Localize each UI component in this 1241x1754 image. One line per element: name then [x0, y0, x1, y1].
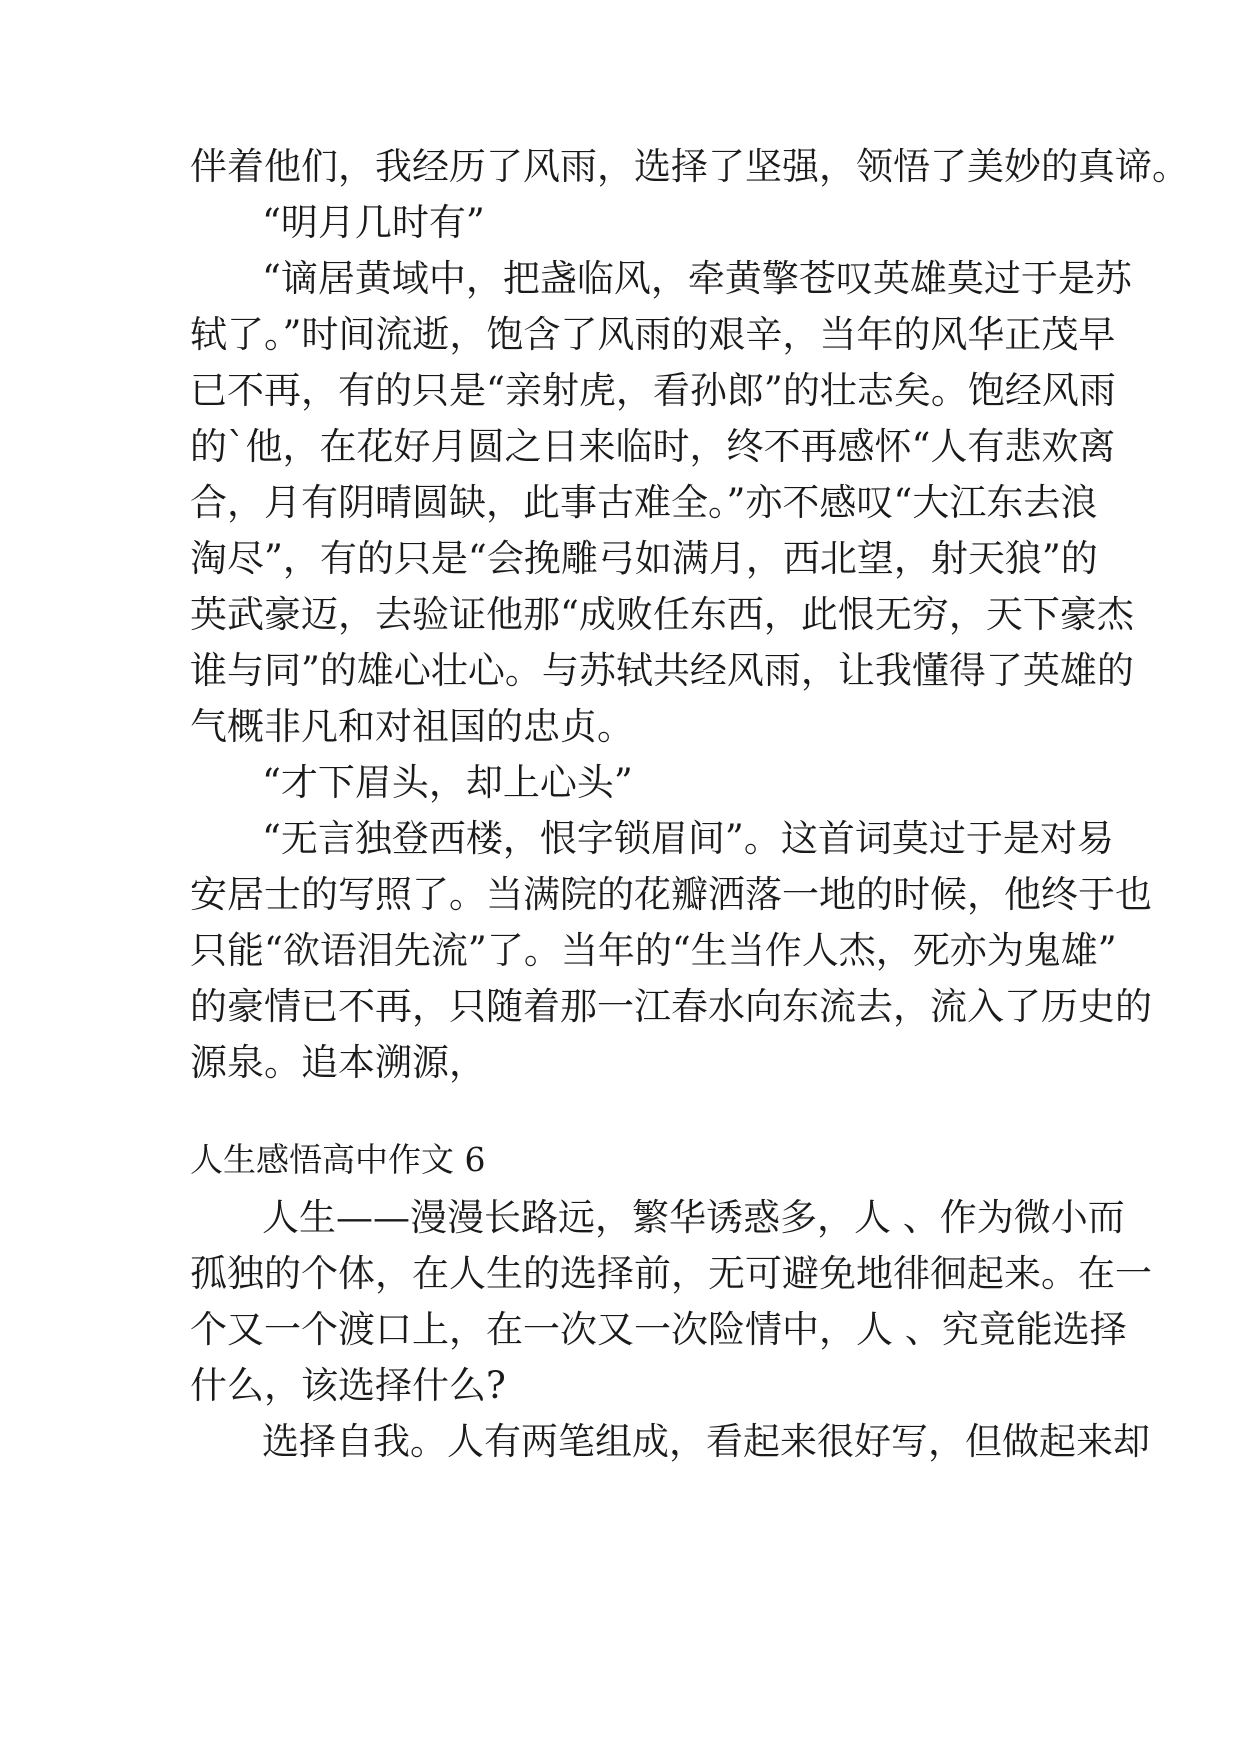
text-line: 已不再，有的只是“亲射虎，看孙郎”的壮志矣。饱经风雨 [190, 369, 1116, 412]
text-line: 的`他，在花好月圆之日来临时，终不再感怀“人有悲欢离 [190, 425, 1116, 468]
section-heading: 人生感悟高中作文 6 [190, 1140, 486, 1179]
text-line: “无言独登西楼，恨字锁眉间”。这首词莫过于是对易 [262, 817, 1114, 860]
text-line: 英武豪迈，去验证他那“成败任东西，此恨无穷，天下豪杰 [190, 593, 1134, 636]
text-line: 孤独的个体，在人生的选择前，无可避免地徘徊起来。在一 [190, 1252, 1152, 1295]
text-line: 什么，该选择什么? [190, 1364, 506, 1407]
text-line: 淘尽”，有的只是“会挽雕弓如满月，西北望，射天狼”的 [190, 537, 1098, 580]
text-line: “谪居黄域中，把盏临风，牵黄擎苍叹英雄莫过于是苏 [262, 257, 1132, 300]
text-line: 个又一个渡口上，在一次又一次险情中，人 、究竟能选择 [190, 1308, 1127, 1351]
subtitle-moon: “明月几时有” [262, 201, 485, 244]
text-line: 选择自我。人有两笔组成，看起来很好写，但做起来却 [262, 1420, 1150, 1463]
text-line: 的豪情已不再，只随着那一江春水向东流去，流入了历史的 [190, 985, 1152, 1028]
subtitle-brow: “才下眉头，却上心头” [262, 761, 633, 804]
text-line: 伴着他们，我经历了风雨，选择了坚强，领悟了美妙的真谛。 [190, 145, 1189, 188]
text-line: 轼了。”时间流逝，饱含了风雨的艰辛，当年的风华正茂早 [190, 313, 1116, 356]
text-line: 气概非凡和对祖国的忠贞。 [190, 705, 634, 748]
text-line: 人生——漫漫长路远，繁华诱惑多，人 、作为微小而 [262, 1196, 1125, 1239]
text-line: 谁与同”的雄心壮心。与苏轼共经风雨，让我懂得了英雄的 [190, 649, 1134, 692]
text-line: 源泉。追本溯源， [190, 1041, 486, 1084]
text-line: 合，月有阴晴圆缺，此事古难全。”亦不感叹“大江东去浪 [190, 481, 1098, 524]
text-line: 只能“欲语泪先流”了。当年的“生当作人杰，死亦为鬼雄” [190, 929, 1117, 972]
text-line: 安居士的写照了。当满院的花瓣洒落一地的时候，他终于也 [190, 873, 1152, 916]
